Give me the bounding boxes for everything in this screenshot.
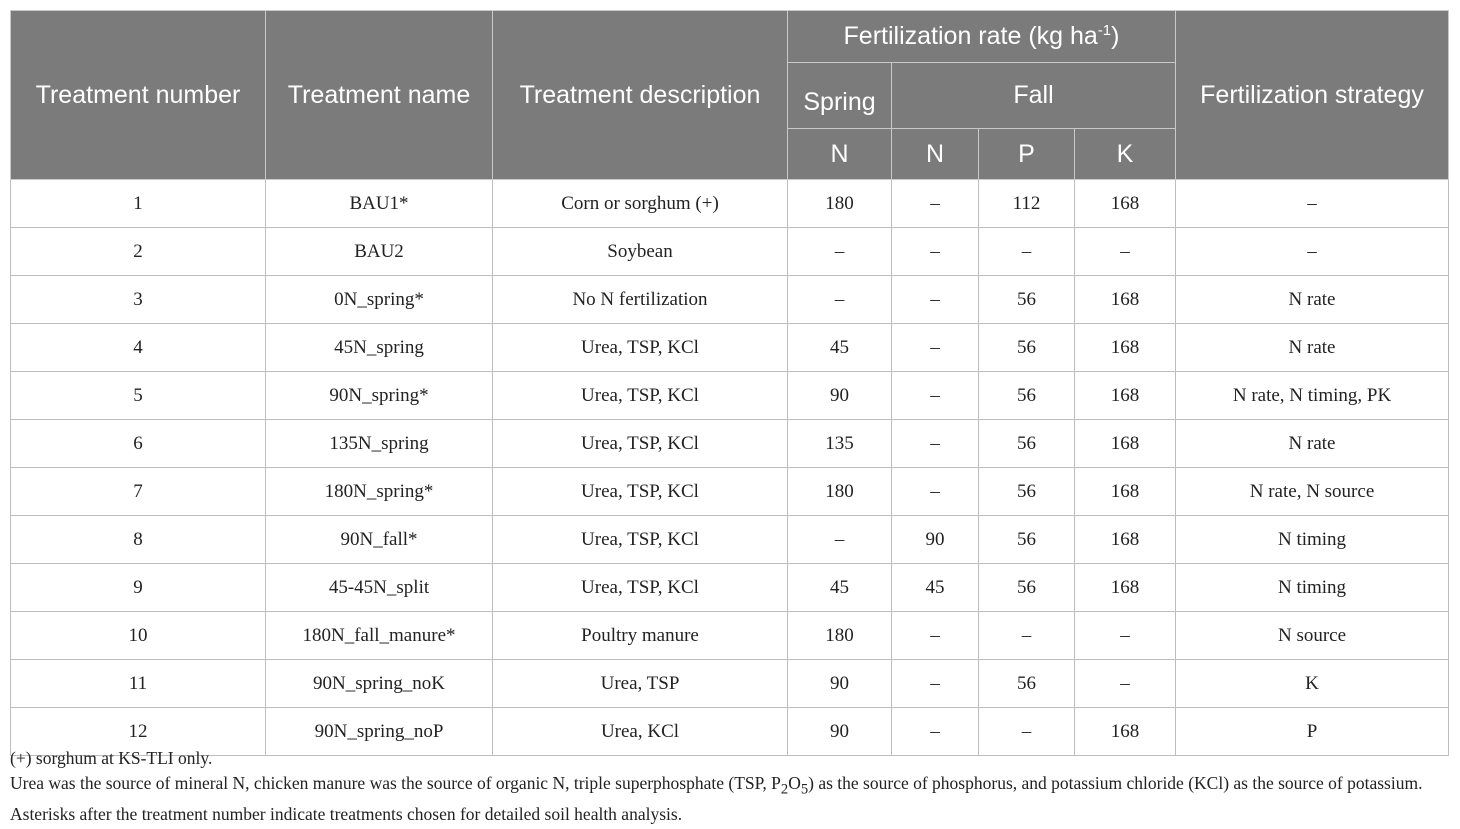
cell-spring-n: 45 — [788, 564, 892, 612]
table-row — [11, 228, 1449, 276]
cell-fertilization-strategy: N source — [1176, 612, 1449, 660]
cell-treatment-description: Urea, TSP — [493, 660, 788, 708]
table-row — [11, 660, 1449, 708]
cell-fertilization-strategy: N timing — [1176, 564, 1449, 612]
cell-spring-n: – — [788, 516, 892, 564]
header-treatment-name: Treatment name — [266, 11, 493, 180]
cell-fall-k: 168 — [1075, 708, 1176, 756]
cell-spring-n: 180 — [788, 612, 892, 660]
cell-fall-k: 168 — [1075, 468, 1176, 516]
table-container — [10, 10, 1448, 756]
table-header — [11, 11, 1449, 180]
cell-treatment-number: 9 — [11, 564, 266, 612]
cell-fall-k: – — [1075, 660, 1176, 708]
cell-treatment-name: 45-45N_split — [266, 564, 493, 612]
table-row — [11, 372, 1449, 420]
cell-fertilization-strategy: N rate — [1176, 324, 1449, 372]
cell-spring-n: 90 — [788, 660, 892, 708]
cell-spring-n: – — [788, 228, 892, 276]
cell-fall-n: – — [892, 372, 979, 420]
cell-fall-k: – — [1075, 228, 1176, 276]
table-row — [11, 180, 1449, 228]
cell-treatment-description: No N fertilization — [493, 276, 788, 324]
header-fall-p: P — [979, 129, 1075, 180]
cell-fertilization-strategy: N rate — [1176, 276, 1449, 324]
cell-fall-n: – — [892, 708, 979, 756]
header-fertilization-rate-close: ) — [1111, 22, 1120, 50]
cell-fall-n: – — [892, 660, 979, 708]
header-fertilization-rate-label: Fertilization rate (kg ha — [843, 22, 1098, 50]
cell-treatment-description: Corn or sorghum (+) — [493, 180, 788, 228]
cell-treatment-description: Urea, TSP, KCl — [493, 564, 788, 612]
cell-fall-n: – — [892, 180, 979, 228]
table-row — [11, 420, 1449, 468]
cell-fertilization-strategy: – — [1176, 180, 1449, 228]
cell-treatment-number: 3 — [11, 276, 266, 324]
cell-fall-p: 56 — [979, 420, 1075, 468]
header-treatment-number: Treatment number — [11, 11, 266, 180]
cell-treatment-description: Urea, TSP, KCl — [493, 516, 788, 564]
cell-treatment-description: Poultry manure — [493, 612, 788, 660]
table-body — [11, 180, 1449, 756]
header-spring-n: N — [788, 129, 892, 180]
table-row — [11, 564, 1449, 612]
cell-fall-p: 112 — [979, 180, 1075, 228]
header-fertilization-strategy: Fertilization strategy — [1176, 11, 1449, 180]
cell-fertilization-strategy: N rate, N source — [1176, 468, 1449, 516]
footnote-sources — [10, 771, 1455, 827]
cell-fall-n: – — [892, 276, 979, 324]
table-row — [11, 516, 1449, 564]
cell-fall-n: – — [892, 468, 979, 516]
cell-fall-p: 56 — [979, 324, 1075, 372]
cell-fertilization-strategy: P — [1176, 708, 1449, 756]
cell-spring-n: – — [788, 276, 892, 324]
cell-treatment-description: Urea, TSP, KCl — [493, 468, 788, 516]
table-footnotes — [10, 746, 1455, 826]
cell-treatment-name: 180N_fall_manure* — [266, 612, 493, 660]
cell-treatment-number: 1 — [11, 180, 266, 228]
cell-treatment-name: BAU1* — [266, 180, 493, 228]
table-row — [11, 276, 1449, 324]
header-fertilization-rate — [788, 11, 1176, 63]
cell-treatment-name: 135N_spring — [266, 420, 493, 468]
cell-fall-k: – — [1075, 612, 1176, 660]
header-fall-k: K — [1075, 129, 1176, 180]
cell-spring-n: 180 — [788, 468, 892, 516]
cell-fall-k: 168 — [1075, 564, 1176, 612]
cell-fall-k: 168 — [1075, 180, 1176, 228]
cell-fall-p: – — [979, 612, 1075, 660]
cell-treatment-name: 45N_spring — [266, 324, 493, 372]
cell-fall-p: 56 — [979, 468, 1075, 516]
cell-spring-n: 135 — [788, 420, 892, 468]
cell-spring-n: 90 — [788, 708, 892, 756]
cell-fall-k: 168 — [1075, 420, 1176, 468]
cell-fall-k: 168 — [1075, 516, 1176, 564]
header-spring: Spring — [788, 63, 892, 129]
cell-fall-n: – — [892, 420, 979, 468]
cell-fertilization-strategy: N timing — [1176, 516, 1449, 564]
cell-treatment-name: 180N_spring* — [266, 468, 493, 516]
cell-treatment-name: BAU2 — [266, 228, 493, 276]
cell-treatment-name: 90N_spring* — [266, 372, 493, 420]
cell-spring-n: 45 — [788, 324, 892, 372]
footnote-sources-text-3: ) as the source of phosphorus, and potassium chloride (KCl) as the source of potassium. Asterisks after the treatment number indicate treatments chosen for detailed soil health analysis. — [10, 772, 1423, 824]
cell-fall-k: 168 — [1075, 324, 1176, 372]
cell-fall-p: 56 — [979, 276, 1075, 324]
cell-treatment-description: Urea, TSP, KCl — [493, 324, 788, 372]
cell-fall-k: 168 — [1075, 276, 1176, 324]
header-treatment-description: Treatment description — [493, 11, 788, 180]
cell-fall-n: – — [892, 228, 979, 276]
footnote-sorghum: (+) sorghum at KS-TLI only. — [10, 748, 213, 768]
cell-treatment-number: 8 — [11, 516, 266, 564]
cell-spring-n: 180 — [788, 180, 892, 228]
cell-fall-p: 56 — [979, 372, 1075, 420]
header-fall-n: N — [892, 129, 979, 180]
cell-treatment-number: 2 — [11, 228, 266, 276]
cell-fall-p: 56 — [979, 516, 1075, 564]
cell-treatment-description: Urea, TSP, KCl — [493, 420, 788, 468]
cell-treatment-description: Urea, TSP, KCl — [493, 372, 788, 420]
cell-fertilization-strategy: N rate, N timing, PK — [1176, 372, 1449, 420]
cell-fall-k: 168 — [1075, 372, 1176, 420]
cell-treatment-name: 90N_fall* — [266, 516, 493, 564]
footnote-sub-5: 5 — [800, 781, 809, 797]
cell-fertilization-strategy: – — [1176, 228, 1449, 276]
table-row — [11, 324, 1449, 372]
cell-fall-n: 90 — [892, 516, 979, 564]
cell-treatment-number: 12 — [11, 708, 266, 756]
cell-fall-p: – — [979, 228, 1075, 276]
cell-fall-n: – — [892, 612, 979, 660]
cell-fall-p: 56 — [979, 660, 1075, 708]
cell-treatment-description: Urea, KCl — [493, 708, 788, 756]
header-fertilization-rate-exponent: -1 — [1097, 22, 1112, 39]
cell-fall-p: 56 — [979, 564, 1075, 612]
cell-fall-n: 45 — [892, 564, 979, 612]
cell-treatment-name: 90N_spring_noK — [266, 660, 493, 708]
cell-treatment-number: 6 — [11, 420, 266, 468]
cell-treatment-name: 0N_spring* — [266, 276, 493, 324]
cell-treatment-number: 11 — [11, 660, 266, 708]
cell-treatment-number: 7 — [11, 468, 266, 516]
cell-treatment-number: 10 — [11, 612, 266, 660]
fertilization-treatments-table — [10, 10, 1449, 756]
cell-treatment-number: 4 — [11, 324, 266, 372]
cell-fertilization-strategy: K — [1176, 660, 1449, 708]
header-fall: Fall — [892, 63, 1176, 129]
cell-treatment-name: 90N_spring_noP — [266, 708, 493, 756]
footnote-sources-text-1: Urea was the source of mineral N, chicken manure was the source of organic N, triple superphosphate (TSP, P — [10, 772, 781, 793]
table-row — [11, 612, 1449, 660]
cell-spring-n: 90 — [788, 372, 892, 420]
footnote-sub-2: 2 — [780, 781, 789, 797]
table-row — [11, 468, 1449, 516]
footnote-sources-text-2: O — [788, 772, 801, 793]
cell-treatment-description: Soybean — [493, 228, 788, 276]
cell-fall-n: – — [892, 324, 979, 372]
cell-treatment-number: 5 — [11, 372, 266, 420]
cell-fall-p: – — [979, 708, 1075, 756]
cell-fertilization-strategy: N rate — [1176, 420, 1449, 468]
